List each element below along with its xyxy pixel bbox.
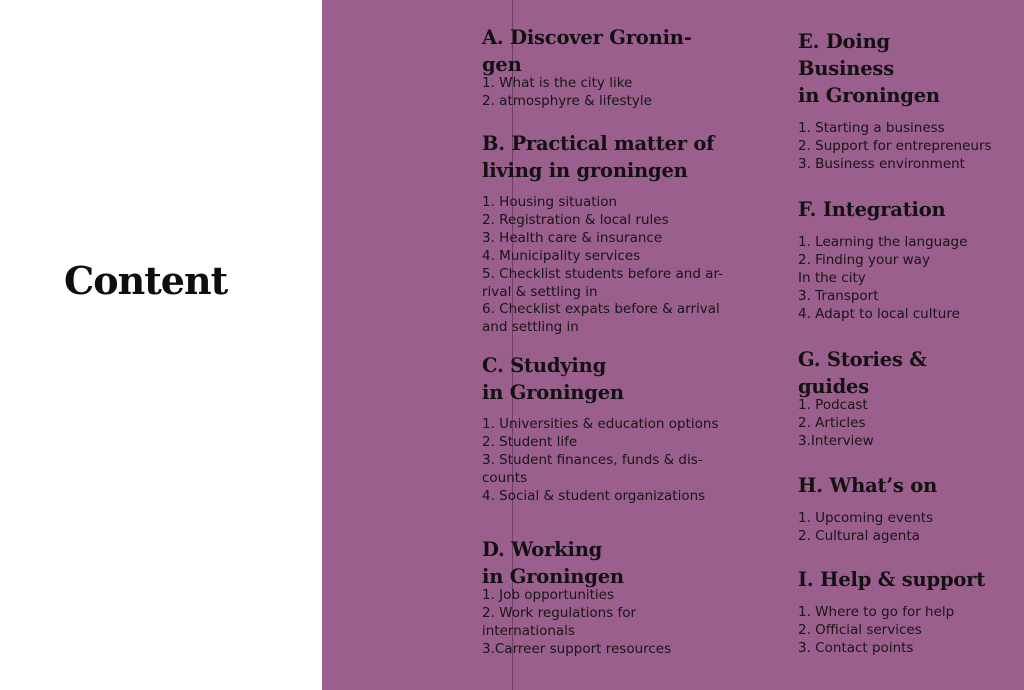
list-item[interactable]: 1. Upcoming events [798,510,934,526]
section-heading[interactable]: A. Discover Gronin- gen [482,26,692,76]
list-item[interactable]: 3. Business environment [798,155,965,172]
section-integration [798,196,967,324]
list-item[interactable]: 1. What is the city like [482,75,633,91]
section-heading[interactable]: G. Stories & guides [798,348,927,398]
list-item[interactable]: 2. atmosphyre & lifestyle [482,92,652,109]
list-item[interactable]: 2. Support for entrepreneurs [798,137,992,154]
list-item[interactable]: 3. Contact points [798,639,914,656]
list-item[interactable]: 3. Health care & insurance [482,229,663,246]
section-items [482,194,723,337]
section-stories [798,346,927,451]
list-item[interactable]: 1. Job opportunities [482,587,615,603]
section-discover [482,24,692,111]
section-items [482,75,692,111]
section-items [798,397,927,451]
section-studying [482,352,718,506]
list-item[interactable]: 3. Student finances, funds & dis- counts [482,451,703,486]
list-item[interactable]: 2. Finding your way In the city [798,251,930,286]
list-item[interactable]: 5. Checklist students before and ar- rival & settling in [482,265,724,300]
list-item[interactable]: 1. Learning the language [798,234,968,250]
list-item[interactable]: 4. Municipality services [482,247,641,264]
list-item[interactable]: 2. Student life [482,433,578,450]
section-heading[interactable]: I. Help & support [798,568,986,591]
section-heading[interactable]: B. Practical matter of living in groningen [482,132,715,182]
list-item[interactable]: 3. Transport [798,287,879,304]
list-item[interactable]: 3.Interview [798,432,874,449]
list-item[interactable]: 6. Checklist expats before & arrival and settling in [482,301,720,336]
list-item[interactable]: 1. Universities & education options [482,416,719,432]
section-business [798,28,992,174]
left-panel [0,0,322,690]
list-item[interactable]: 3.Carreer support resources [482,640,672,657]
section-help [798,566,985,658]
list-item[interactable]: 4. Social & student organizations [482,487,706,504]
section-items [798,120,992,174]
section-heading[interactable]: E. Doing Business in Groningen [798,30,940,107]
list-item[interactable]: 1. Starting a business [798,120,945,136]
list-item[interactable]: 2. Articles [798,414,866,431]
list-item[interactable]: 1. Housing situation [482,194,618,210]
section-items [482,587,671,659]
list-item[interactable]: 2. Official services [798,621,922,638]
section-items [798,234,967,324]
section-heading[interactable]: F. Integration [798,198,946,221]
section-whats-on [798,472,937,546]
section-items [482,416,718,506]
list-item[interactable]: 2. Work regulations for internationals [482,604,637,639]
section-working [482,536,671,659]
section-items [798,510,937,546]
list-item[interactable]: 2. Cultural agenta [798,527,920,544]
section-items [798,604,985,658]
section-heading[interactable]: D. Working in Groningen [482,538,624,588]
page-title: Content [64,258,228,303]
list-item[interactable]: 2. Registration & local rules [482,211,669,228]
list-item[interactable]: 1. Where to go for help [798,604,955,620]
section-practical [482,130,723,337]
list-item[interactable]: 1. Podcast [798,397,868,413]
list-item[interactable]: 4. Adapt to local culture [798,305,960,322]
section-heading[interactable]: H. What’s on [798,474,938,497]
section-heading[interactable]: C. Studying in Groningen [482,354,624,404]
